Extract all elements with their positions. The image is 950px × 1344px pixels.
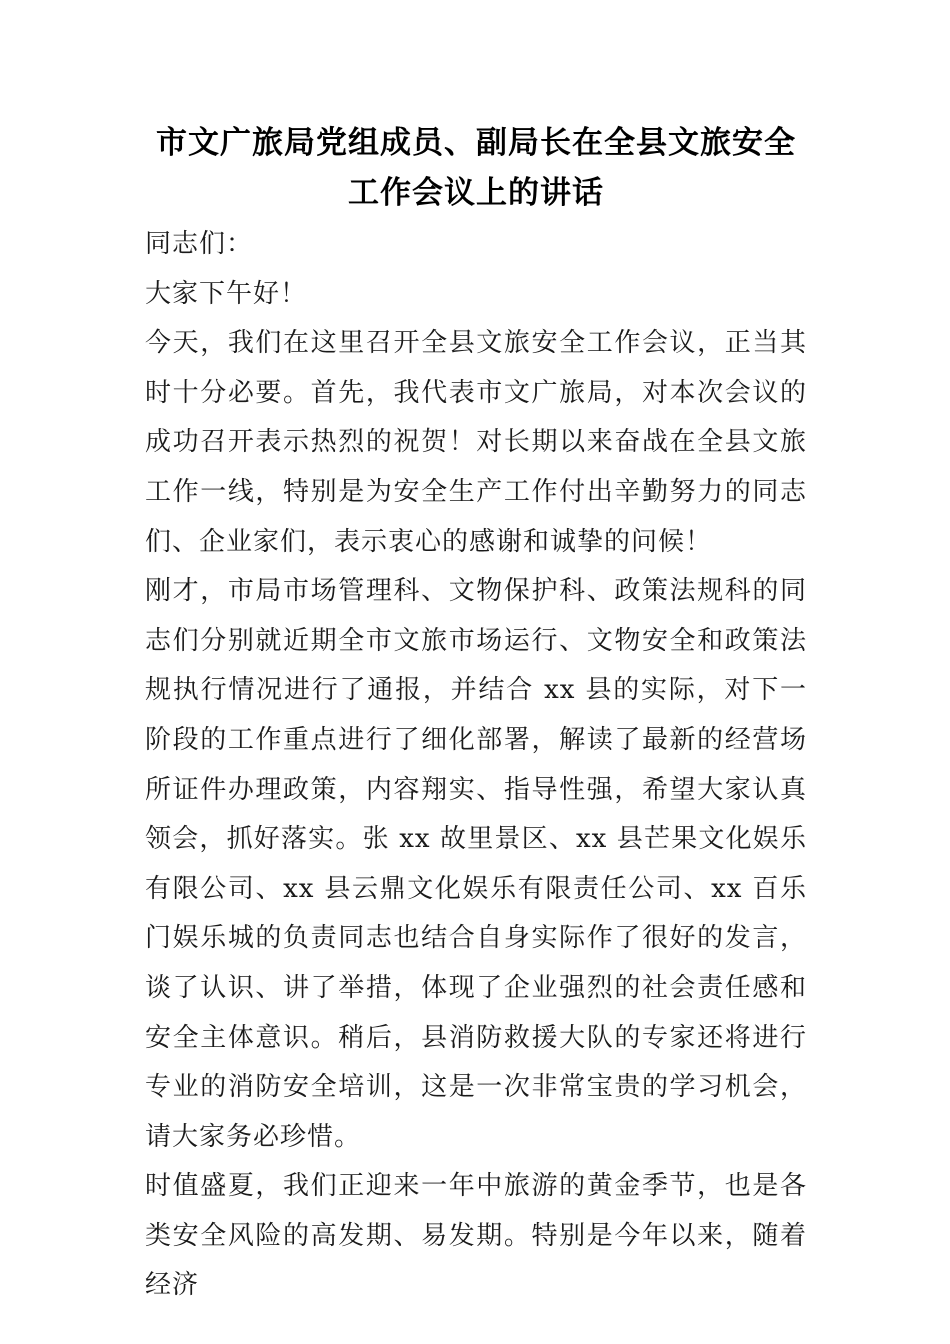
document-title: 市文广旅局党组成员、副局长在全县文旅安全工作会议上的讲话 [156,125,796,211]
greeting: 大家下午好！ [145,278,308,309]
document-body [145,220,807,1311]
paragraph-summary: 刚才，市局市场管理科、文物保护科、政策法规科的同志们分别就近期全市文旅市场运行、文物安全和政策法规执行情况进行了通报，并结合 xx 县的实际，对下一阶段的工作重点进行了细化部署，解读了最新的经营场所证件办理政策，内容翔实、指导性强，希望大家认真领会，抓好落实。张 xx 故里景区、xx 县芒果文化娱乐有限公司、xx 县云鼎文化娱乐有限责任公司、xx 百乐门娱乐城的负责同志也结合自身实际作了很好的发言，谈了认识、讲了举措，体现了企业强烈的社会责任感和安全主体意识。稍后，县消防救援大队的专家还将进行专业的消防安全培训，这是一次非常宝贵的学习机会，请大家务必珍惜。 [145,576,807,1152]
salutation: 同志们： [145,229,254,259]
paragraph-season: 时值盛夏，我们正迎来一年中旅游的黄金季节，也是各类安全风险的高发期、易发期。特别是今年以来，随着经济 [145,1171,807,1301]
document-content [145,118,807,1311]
paragraph-opening: 今天，我们在这里召开全县文旅安全工作会议，正当其时十分必要。首先，我代表市文广旅局，对本次会议的成功召开表示热烈的祝贺！对长期以来奋战在全县文旅工作一线，特别是为安全生产工作付出辛勤努力的同志们、企业家们，表示衷心的感谢和诚挚的问候！ [145,328,807,557]
